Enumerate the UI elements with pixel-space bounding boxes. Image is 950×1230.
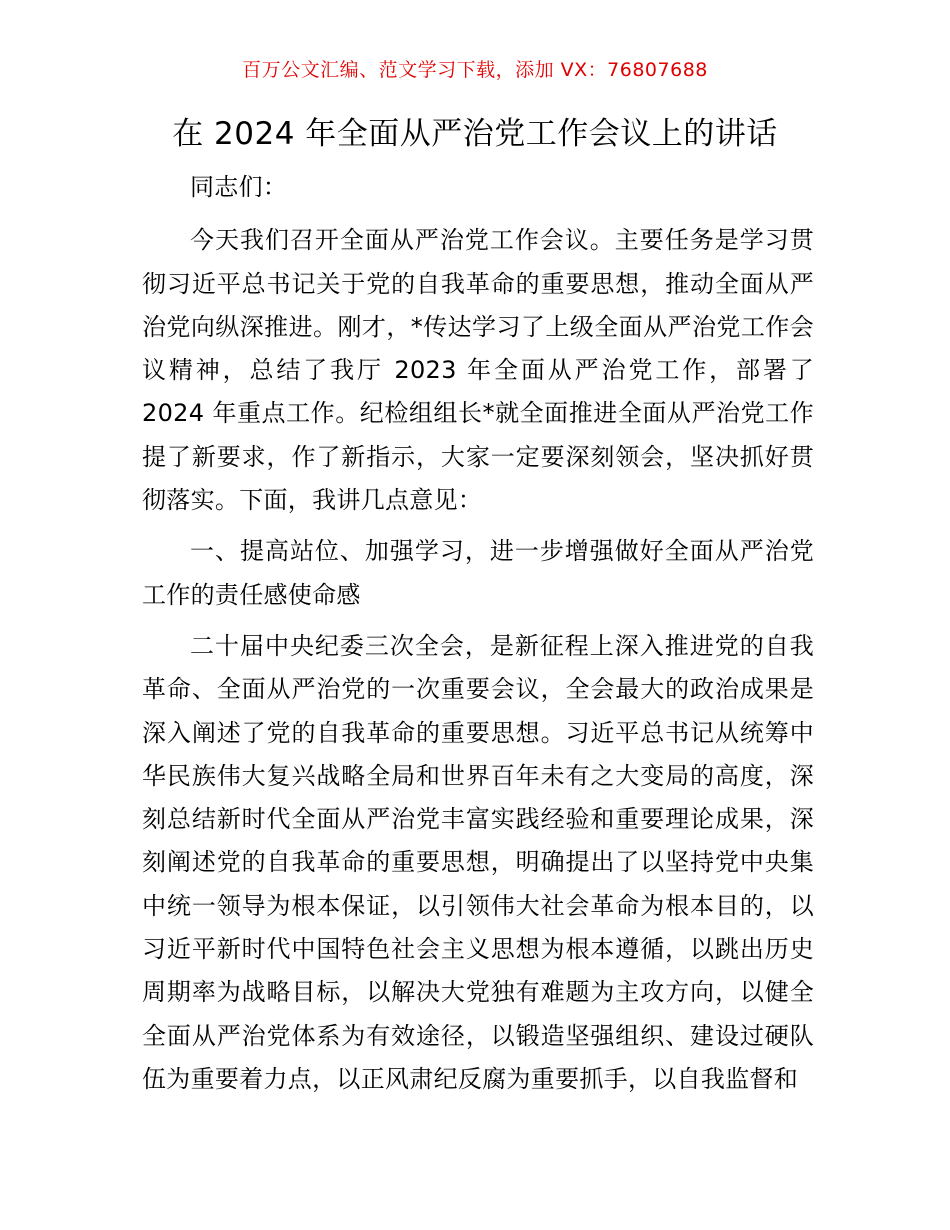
paragraph-intro: 今天我们召开全面从严治党工作会议。主要任务是学习贯彻习近平总书记关于党的自我革命的重要思想，推动全面从严治党向纵深推进。刚才，*传达学习了上级全面从严治党工作会议精神，总结了我厅 2023 年全面从严治党工作，部署了 2024 年重点工作。纪检组组长*就全面推进全面从严治党工作提了新要求，作了新指示，大家一定要深刻领会，坚决抓好贯彻落实。下面，我讲几点意见： <box>142 226 814 515</box>
document-title: 在 2024 年全面从严治党工作会议上的讲话 <box>172 116 778 152</box>
paragraph-section-1: 二十届中央纪委三次全会，是新征程上深入推进党的自我革命、全面从严治党的一次重要会议，全会最大的政治成果是深入阐述了党的自我革命的重要思想。习近平总书记从统筹中华民族伟大复兴战略全局和世界百年未有之大变局的高度，深刻总结新时代全面从严治党丰富实践经验和重要理论成果，深刻阐述党的自我革命的重要思想，明确提出了以坚持党中央集中统一领导为根本保证，以引领伟大社会革命为根本目的，以习近平新时代中国特色社会主义思想为根本遵循，以跳出历史周期率为战略目标，以解决大党独有难题为主攻方向，以健全全面从严治党体系为有效途径，以锻造坚强组织、建设过硬队伍为重要着力点，以正风肃纪反腐为重要抓手，以自我监督和 <box>142 631 814 1093</box>
document-body <box>142 166 814 1109</box>
section-heading-1: 一、提高站位、加强学习，进一步增强做好全面从严治党工作的责任感使命感 <box>142 537 814 609</box>
salutation: 同志们： <box>190 173 288 201</box>
header-note: 百万公文汇编、范文学习下载，添加 VX：76807688 <box>242 59 708 81</box>
